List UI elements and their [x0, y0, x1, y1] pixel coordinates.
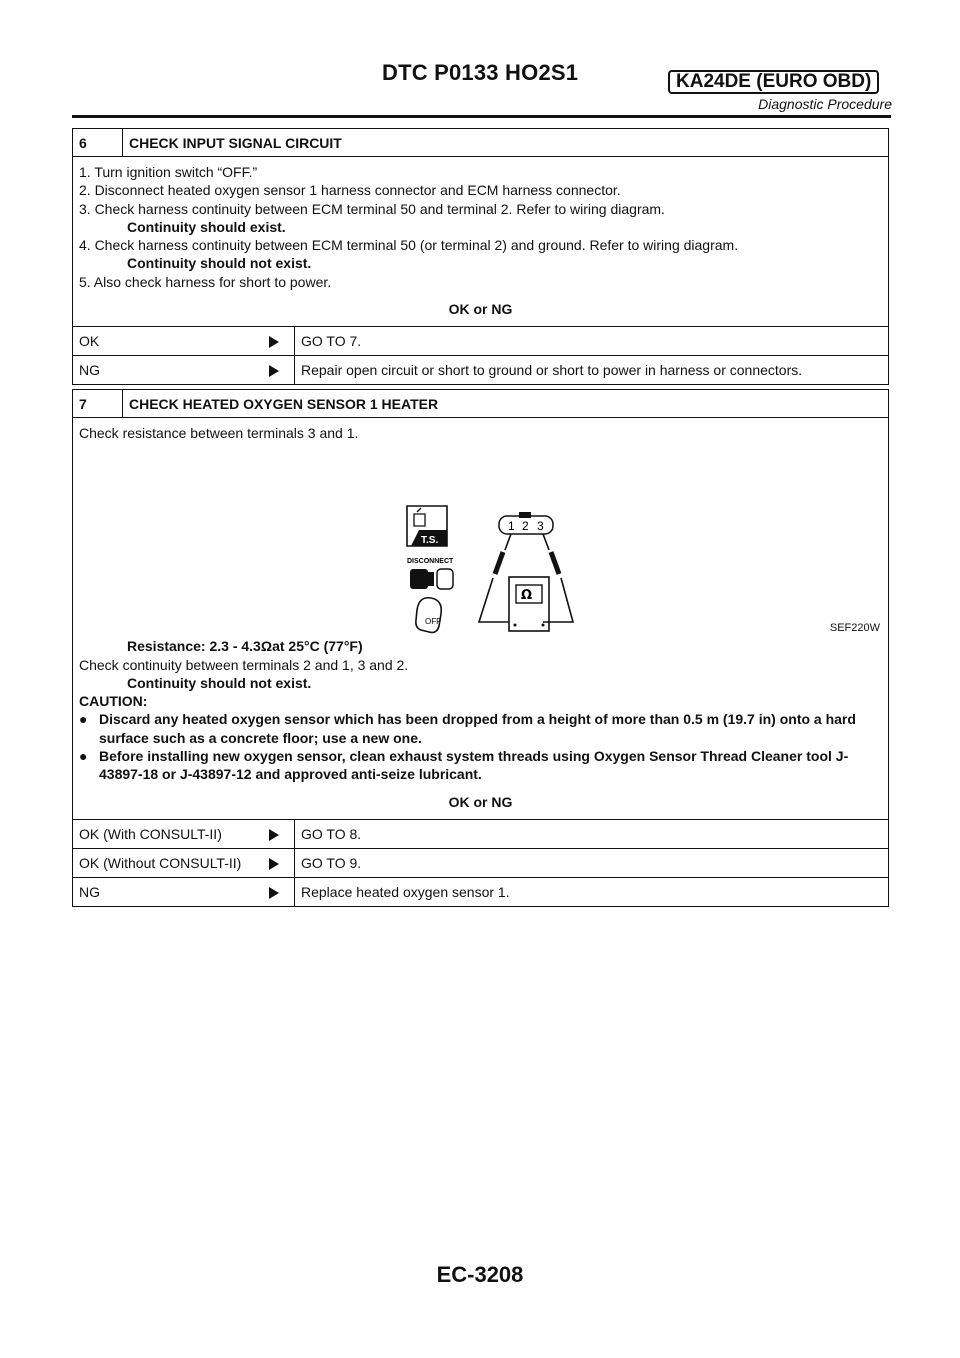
- figure-illustration: [79, 442, 883, 637]
- step-line: 1. Turn ignition switch “OFF.”: [79, 164, 258, 180]
- caution-item: ● Before installing new oxygen sensor, clean exhaust system threads using Oxygen Sensor Thread Cleaner tool J-43897-18 or J-43897-12 and approved anti-seize lubricant.: [79, 748, 849, 783]
- ts-label: T.S.: [421, 535, 439, 547]
- step-line: 4. Check harness continuity between ECM terminal 50 (or terminal 2) and ground. Refer to wiring diagram.: [79, 237, 739, 254]
- result-label: OK (Without CONSULT-II): [79, 854, 242, 871]
- spec-line: Continuity should exist.: [127, 218, 286, 235]
- result-action: GO TO 9.: [301, 854, 362, 871]
- result-label: OK (With CONSULT-II): [79, 825, 222, 842]
- result-row: [73, 848, 888, 877]
- off-label: OFF: [425, 617, 441, 627]
- result-label: NG: [79, 883, 100, 900]
- step-6-block: [72, 128, 889, 385]
- arrow-right-icon: [269, 887, 279, 899]
- arrow-right-icon: [269, 829, 279, 841]
- step-line: 2. Disconnect heated oxygen sensor 1 harness connector and ECM harness connector.: [79, 182, 621, 199]
- terminal-1: 1: [508, 519, 515, 534]
- step-number: 6: [73, 129, 123, 156]
- arrow-right-icon: [269, 336, 279, 348]
- spec-line: Continuity should not exist.: [127, 674, 312, 691]
- step-line: 3. Check harness continuity between ECM terminal 50 and terminal 2. Refer to wiring diagram.: [79, 200, 665, 217]
- step-7-block: [72, 389, 889, 907]
- header-rule: [72, 115, 891, 118]
- ok-or-ng: OK or NG: [448, 793, 513, 810]
- result-row: [73, 877, 888, 906]
- ohm-symbol: Ω: [521, 588, 533, 604]
- step-title: CHECK INPUT SIGNAL CIRCUIT: [129, 134, 342, 151]
- resistance-check-figure: [79, 442, 882, 637]
- disconnect-icon: [407, 558, 454, 589]
- terminal-3: 3: [537, 519, 544, 534]
- result-row: [73, 326, 888, 355]
- step-title: CHECK HEATED OXYGEN SENSOR 1 HEATER: [129, 395, 439, 412]
- step-6-header: [73, 129, 888, 157]
- arrow-right-icon: [269, 365, 279, 377]
- engine-badge: KA24DE (EURO OBD): [668, 70, 879, 94]
- result-action: Replace heated oxygen sensor 1.: [301, 883, 510, 900]
- disconnect-label: DISCONNECT: [407, 558, 454, 566]
- step-6-body: [73, 157, 888, 326]
- ok-or-ng: OK or NG: [448, 301, 513, 318]
- result-label: OK: [79, 333, 100, 350]
- page-number: EC-3208: [436, 1262, 524, 1287]
- ohmmeter: [509, 577, 549, 631]
- bullet-icon: ●: [79, 748, 88, 765]
- result-action: GO TO 7.: [301, 333, 362, 350]
- bullet-icon: ●: [79, 711, 88, 728]
- caution-item: ● Discard any heated oxygen sensor which has been dropped from a height of more than 0.5 m (19.7 in) onto a hard surface such as a concrete floor; use a new one.: [79, 711, 856, 746]
- step-7-header: [73, 390, 888, 418]
- probe-leads: [479, 534, 573, 622]
- step-line: Check continuity between terminals 2 and 1, 3 and 2.: [79, 656, 409, 673]
- figure-code: SEF220W: [829, 622, 880, 634]
- step-line: 5. Also check harness for short to power.: [79, 273, 332, 290]
- arrow-right-icon: [269, 858, 279, 870]
- result-label: NG: [79, 362, 100, 379]
- resistance-spec: Resistance: 2.3 - 4.3Ωat 25°C (77°F): [127, 638, 363, 655]
- step-7-body: [73, 418, 888, 819]
- page-subtitle: Diagnostic Procedure: [758, 96, 892, 112]
- page-title: DTC P0133 HO2S1: [382, 60, 579, 85]
- ts-icon: [407, 506, 447, 546]
- ignition-key-off-icon: [416, 598, 441, 633]
- caution-label: CAUTION:: [79, 693, 148, 710]
- result-row: [73, 819, 888, 848]
- result-action: Repair open circuit or short to ground or short to power in harness or connectors.: [301, 362, 803, 379]
- step-number: 7: [73, 390, 123, 417]
- spec-line: Continuity should not exist.: [127, 255, 312, 272]
- sensor-connector: [499, 512, 553, 534]
- step-line: Check resistance between terminals 3 and 1.: [79, 425, 359, 441]
- result-action: GO TO 8.: [301, 825, 362, 842]
- terminal-2: 2: [522, 519, 529, 534]
- result-row: [73, 355, 888, 384]
